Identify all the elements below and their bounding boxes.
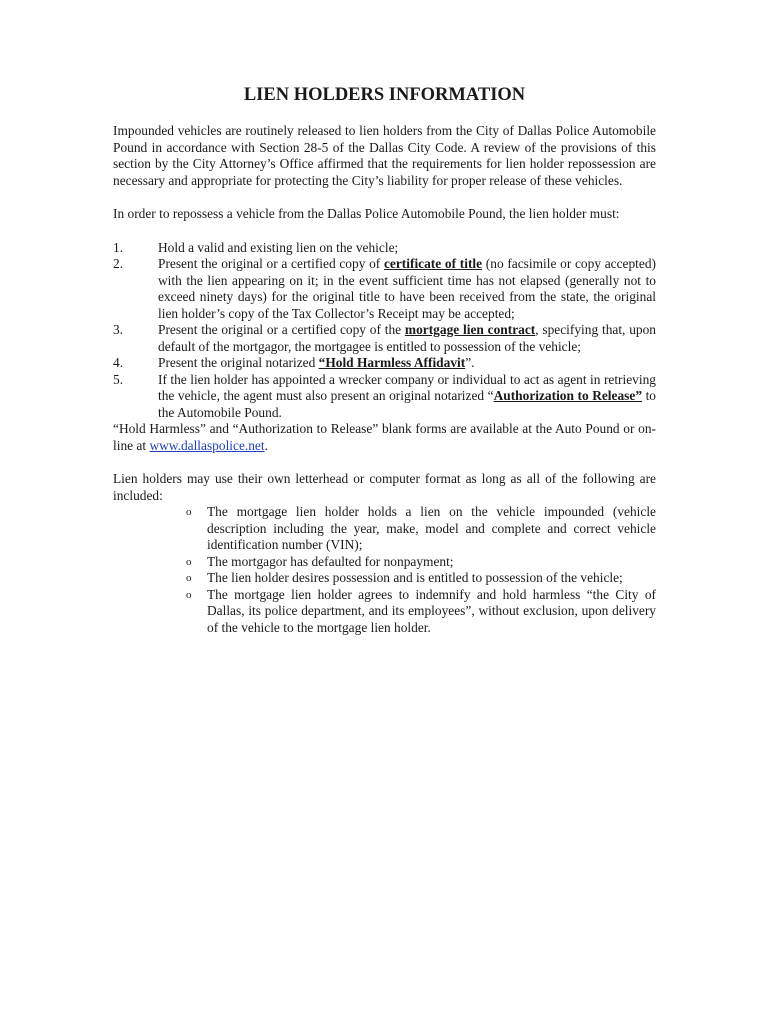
- list-item: [186, 504, 656, 554]
- list-item-text: The mortgagor has defaulted for nonpayment;: [207, 553, 454, 569]
- dallaspolice-link[interactable]: www.dallaspolice.net: [149, 437, 265, 453]
- bullet-circle-icon: o: [186, 506, 192, 518]
- bullet-circle-icon: o: [186, 555, 192, 568]
- included-items-list: [113, 504, 656, 636]
- list-item: [186, 587, 656, 637]
- list-item-text: The mortgage lien holder holds a lien on the vehicle impounded (vehicle description including the year, make, model and complete and correct vehicle identification number (VIN);: [207, 504, 656, 552]
- requirement-number: 3.: [113, 322, 124, 337]
- requirements-list: [113, 240, 656, 422]
- letterhead-paragraph: Lien holders may use their own letterhead or computer format as long as all of the following are included:: [113, 471, 656, 503]
- emphasis-certificate-of-title: certificate of title: [383, 256, 483, 271]
- requirement-number: 5.: [113, 371, 124, 387]
- requirement-item: [113, 355, 656, 372]
- requirement-text: Present the original notarized “Hold Harmless Affidavit”.: [158, 355, 475, 370]
- document-title: LIEN HOLDERS INFORMATION: [243, 85, 526, 105]
- bullet-circle-icon: o: [186, 588, 192, 601]
- requirement-number: 4.: [113, 355, 124, 370]
- requirement-text: Hold a valid and existing lien on the vehicle;: [158, 239, 399, 255]
- document-page: [113, 84, 656, 636]
- list-item-text: The mortgage lien holder agrees to indemnify and hold harmless “the City of Dallas, its police department, and its employees”, without exclusion, upon delivery of the vehicle to the mortgage lien holder.: [207, 586, 656, 635]
- requirement-number: 2.: [113, 256, 124, 271]
- requirement-number: 1.: [113, 239, 124, 255]
- emphasis-mortgage-lien-contract: mortgage lien contract: [404, 322, 536, 337]
- intro-paragraph: Impounded vehicles are routinely released to lien holders from the City of Dallas Police Automobile Pound in accordance with Section 28-5 of the Dallas City Code. A review of the provisions of this section by the City Attorney’s Office affirmed that the requirements for lien holder repossession are necessary and appropriate for protecting the City’s liability for proper release of these vehicles.: [113, 123, 656, 188]
- requirement-text: Present the original or a certified copy of certificate of title (no facsimile or copy accepted) with the lien appearing on it; in the event sufficient time has not elapsed (generally not to exceed ninety days) for the original title to have been received from the state, the original lien holder’s copy of the Tax Collector’s Receipt may be accepted;: [158, 256, 657, 321]
- requirement-item: [113, 322, 656, 355]
- forms-paragraph: “Hold Harmless” and “Authorization to Release” blank forms are available at the Auto Pound or on-line at www.dallaspolice.net.: [113, 421, 656, 453]
- emphasis-authorization-to-release: Authorization to Release”: [493, 388, 643, 403]
- requirement-item: [113, 240, 656, 257]
- emphasis-hold-harmless-affidavit: “Hold Harmless Affidavit: [318, 355, 466, 370]
- order-sentence: In order to repossess a vehicle from the Dallas Police Automobile Pound, the lien holder must:: [113, 206, 620, 221]
- requirement-text: If the lien holder has appointed a wrecker company or individual to act as agent in retrieving the vehicle, the agent must also present an original notarized “Authorization to Release” to the Automobile Pound.: [158, 371, 657, 420]
- requirement-item: [113, 372, 656, 422]
- list-item: [186, 570, 656, 587]
- bullet-circle-icon: o: [186, 572, 192, 584]
- requirement-text: Present the original or a certified copy of the mortgage lien contract, specifying that, upon default of the mortgagor, the mortgagee is entitled to possession of the vehicle;: [158, 322, 656, 354]
- list-item-text: The lien holder desires possession and is entitled to possession of the vehicle;: [207, 570, 623, 585]
- requirement-item: [113, 256, 656, 322]
- list-item: [186, 554, 656, 571]
